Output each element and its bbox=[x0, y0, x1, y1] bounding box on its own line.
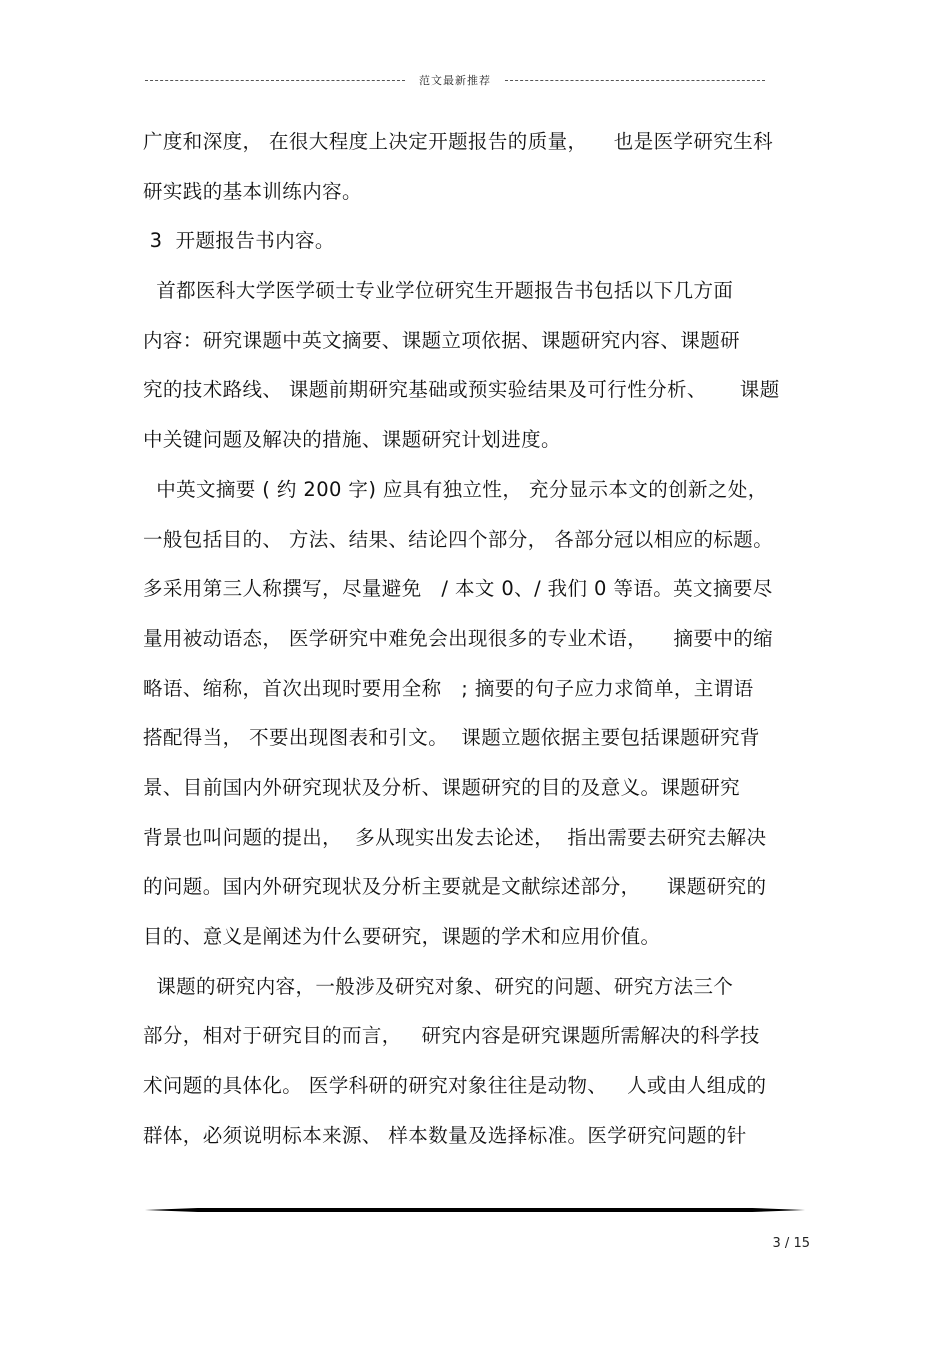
text-line: 广度和深度， 在很大程度上决定开题报告的质量， 也是医学研究生科 bbox=[143, 130, 773, 153]
text-line: 多采用第三人称撰写，尽量避免 / 本文 0、/ 我们 0 等语。英文摘要尽 bbox=[143, 577, 773, 601]
page-number: 3 / 15 bbox=[772, 1236, 810, 1251]
text-line: 目的、意义是阐述为什么要研究，课题的学术和应用价值。 bbox=[143, 925, 661, 948]
text-line: 3 开题报告书内容。 bbox=[143, 229, 335, 253]
text-line: 首都医科大学医学硕士专业学位研究生开题报告书包括以下几方面 bbox=[143, 279, 734, 303]
text-line: 景、目前国内外研究现状及分析、课题研究的目的及意义。课题研究 bbox=[143, 775, 741, 799]
text-line: 量用被动语态， 医学研究中难免会出现很多的专业术语， 摘要中的缩 bbox=[143, 626, 773, 650]
text-line: 群体，必须说明标本来源、 样本数量及选择标准。医学研究问题的针 bbox=[143, 1123, 747, 1147]
text-line: 课题的研究内容，一般涉及研究对象、研究的问题、研究方法三个 bbox=[143, 974, 734, 998]
text-line: 略语、缩称，首次出现时要用全称 ; 摘要的句子应力求简单，主谓语 bbox=[143, 676, 754, 700]
footer-rule bbox=[145, 1208, 805, 1212]
page-header bbox=[145, 72, 765, 88]
header-right-rule bbox=[505, 80, 765, 81]
text-line: 中关键问题及解决的措施、课题研究计划进度。 bbox=[143, 428, 561, 452]
text-line: 内容：研究课题中英文摘要、课题立项依据、课题研究内容、课题研 bbox=[143, 328, 741, 352]
body-text bbox=[143, 122, 813, 1165]
header-title: 范文最新推荐 bbox=[419, 74, 491, 87]
text-line: 搭配得当， 不要出现图表和引文。 课题立题依据主要包括课题研究背 bbox=[143, 726, 760, 750]
text-line: 一般包括目的、 方法、结果、结论四个部分， 各部分冠以相应的标题。 bbox=[143, 527, 774, 551]
text-line: 背景也叫问题的提出， 多从现实出发去论述， 指出需要去研究去解决 bbox=[143, 825, 767, 849]
header-left-rule bbox=[145, 80, 405, 81]
text-line: 研实践的基本训练内容。 bbox=[143, 179, 362, 203]
text-line: 究的技术路线、 课题前期研究基础或预实验结果及可行性分析、 课题 bbox=[143, 378, 780, 402]
text-line: 中英文摘要 ( 约 200 字) 应具有独立性， 充分显示本文的创新之处， bbox=[143, 477, 768, 501]
text-line: 部分，相对于研究目的而言， 研究内容是研究课题所需解决的科学技 bbox=[143, 1024, 760, 1048]
text-line: 的问题。国内外研究现状及分析主要就是文献综述部分， 课题研究的 bbox=[143, 875, 767, 899]
text-line: 术问题的具体化。 医学科研的研究对象往往是动物、 人或由人组成的 bbox=[143, 1074, 767, 1098]
